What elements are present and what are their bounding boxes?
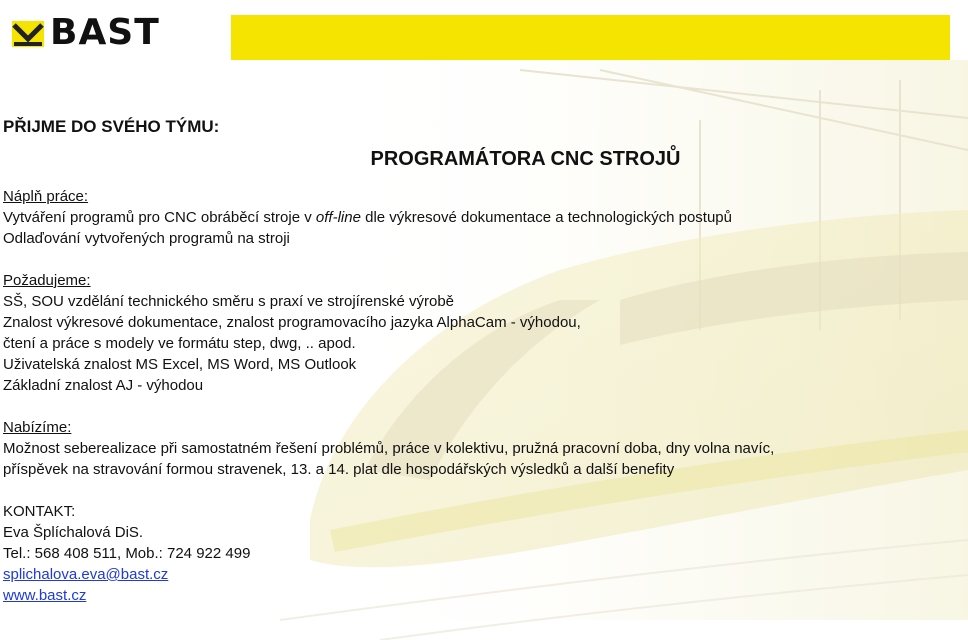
requirement-item: Základní znalost AJ - výhodou [3,377,204,394]
requirement-item: Znalost výkresové dokumentace, znalost programovacího jazyka AlphaCam - výhodou, [3,314,581,331]
logo-wordmark: BAST [50,12,160,53]
bast-logo-mark-icon [12,17,44,49]
offline-italic: off-line [315,209,361,226]
lead-heading: PŘIJME DO SVÉHO TÝMU: [3,117,220,136]
job-advert [3,112,943,606]
bast-logo [12,12,160,53]
offer-line-2: příspěvek na stravování formou stravenek, 13. a 14. plat dle hospodářských výsledků a další benefity [3,461,675,478]
position-title: PROGRAMÁTORA CNC STROJŮ [370,148,681,170]
requirement-item: čtení a práce s modely ve formátu step, dwg, .. apod. [3,335,356,352]
offer-line-1: Možnost seberealizace při samostatném řešení problémů, práce v kolektivu, pružná pracovní doba, dny volna navíc, [3,440,775,457]
requirement-item: Uživatelská znalost MS Excel, MS Word, MS Outlook [3,356,357,373]
header-yellow-bar [231,15,950,60]
contact-heading: KONTAKT: [3,503,76,520]
duties-line-1: Vytváření programů pro CNC obráběcí stroje v off-line dle výkresové dokumentace a technologických postupů [3,209,732,226]
offer-heading: Nabízíme: [3,419,72,436]
requirement-item: SŠ, SOU vzdělání technického směru s praxí ve strojírenské výrobě [3,293,455,310]
contact-phones: Tel.: 568 408 511, Mob.: 724 922 499 [3,545,251,562]
contact-name: Eva Šplíchalová DiS. [3,524,144,541]
duties-line-2: Odlaďování vytvořených programů na stroji [3,230,290,247]
website-link[interactable]: www.bast.cz [3,587,87,604]
contact-email-link[interactable]: splichalova.eva@bast.cz [3,566,169,583]
duties-heading: Náplň práce: [3,188,89,205]
requirements-heading: Požadujeme: [3,272,91,289]
